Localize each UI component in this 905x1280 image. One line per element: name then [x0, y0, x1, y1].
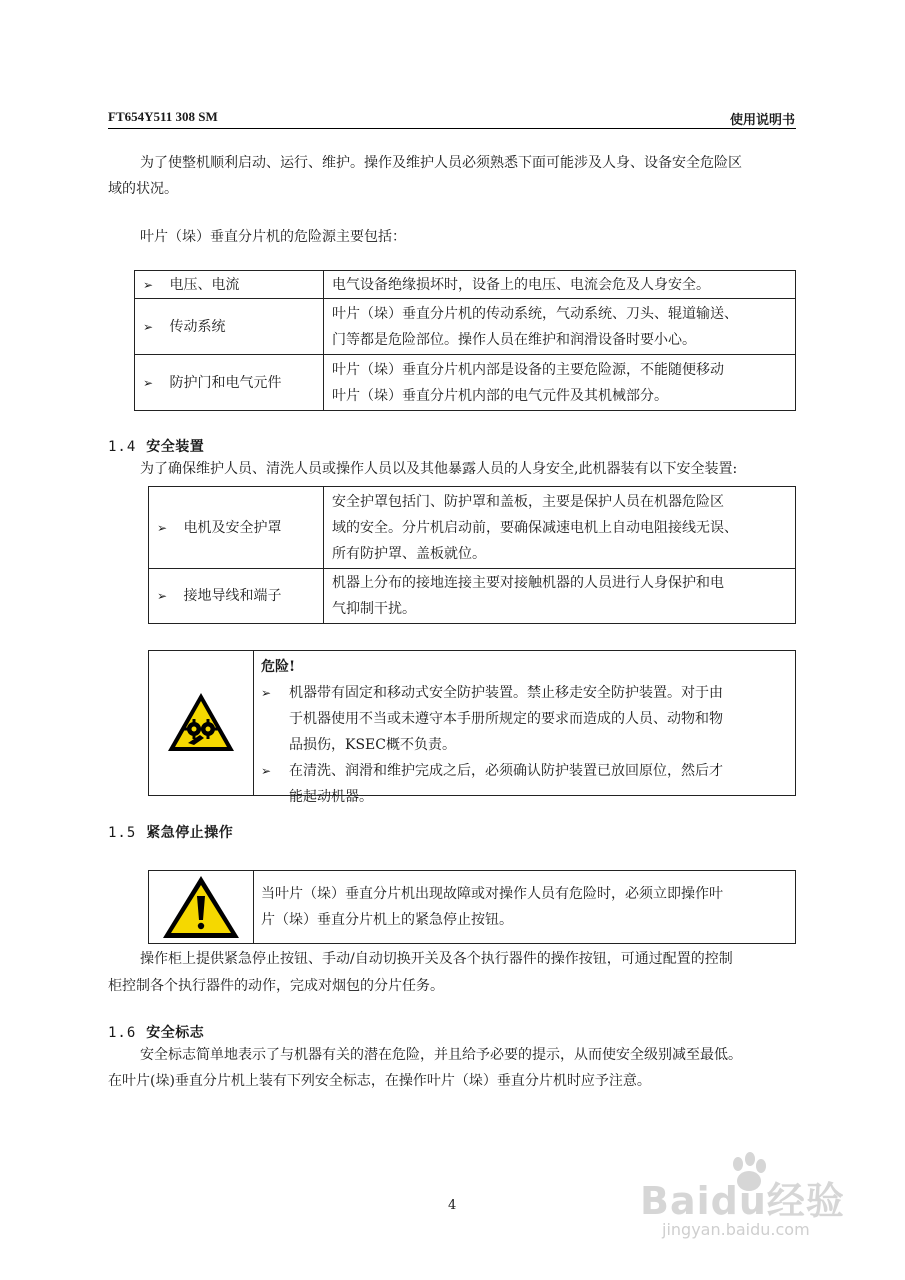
- danger-item: [261, 680, 789, 758]
- danger-title: 危险!: [261, 659, 296, 675]
- section-title: 安全标志: [146, 1025, 205, 1041]
- hazard-name: 电压、电流: [169, 276, 240, 293]
- hazard-desc-line: 电气设备绝缘损坏时，设备上的电压、电流会危及人身安全。: [332, 276, 710, 293]
- safety-devices-intro: 为了确保维护人员、清洗人员或操作人员以及其他暴露人员的人身安全,此机器装有以下安全装置:: [140, 461, 738, 477]
- device-name-cell: [149, 569, 324, 624]
- section-heading-1-4: [108, 436, 204, 456]
- warning-icon-cell: [149, 871, 254, 943]
- section-number: 1.5: [108, 825, 137, 841]
- warning-line: 当叶片（垛）垂直分片机出现故障或对操作人员有危险时，必须立即操作叶: [261, 886, 723, 902]
- watermark-brand: Baidu经验: [640, 1179, 845, 1223]
- page-number: 4: [448, 1198, 457, 1213]
- bullet-arrow-icon: ➢: [143, 375, 154, 390]
- hazard-name-cell: [135, 355, 324, 411]
- section-heading-1-5: [108, 822, 233, 842]
- hazard-desc-line: 叶片（垛）垂直分片机的传动系统，气动系统、刀头、辊道输送、: [332, 305, 738, 322]
- hazard-name-cell: [135, 299, 324, 355]
- header-divider: [108, 128, 796, 129]
- device-desc-cell: [324, 569, 796, 624]
- intro-paragraph-line1: 为了使整机顺利启动、运行、维护。操作及维护人员必须熟悉下面可能涉及人身、设备安全危险区: [140, 155, 742, 171]
- danger-item-line: 能起动机器。: [289, 789, 373, 805]
- baidu-watermark: [640, 1150, 870, 1250]
- bullet-arrow-icon: ➢: [261, 764, 272, 778]
- hazard-name-cell: [135, 271, 324, 299]
- gear-hazard-icon: [166, 691, 236, 753]
- safety-signs-line2: 在叶片(垛)垂直分片机上装有下列安全标志，在操作叶片（垛）垂直分片机时应予注意。: [108, 1073, 651, 1089]
- device-desc-line: 气抑制干扰。: [332, 601, 416, 617]
- device-desc-cell: [324, 487, 796, 569]
- hazard-desc-line: 叶片（垛）垂直分片机内部是设备的主要危险源，不能随便移动: [332, 361, 724, 378]
- hazard-name: 防护门和电气元件: [169, 374, 282, 391]
- safety-signs-line1: 安全标志简单地表示了与机器有关的潜在危险，并且给予必要的提示，从而使安全级别减至最低。: [140, 1047, 742, 1063]
- danger-item: [261, 758, 789, 810]
- device-name: 电机及安全护罩: [183, 519, 282, 536]
- device-desc-line: 域的安全。分片机启动前，要确保减速电机上自动电阻接线无误、: [332, 519, 738, 536]
- section-title: 紧急停止操作: [146, 825, 234, 841]
- table-row: [149, 569, 796, 624]
- table-row: [149, 487, 796, 569]
- section-number: 1.6: [108, 1025, 137, 1041]
- exclamation-warning-icon: [161, 874, 241, 940]
- hazard-desc-line: 叶片（垛）垂直分片机内部的电气元件及其机械部分。: [332, 387, 668, 404]
- hazard-desc-cell: [324, 271, 796, 299]
- document-type: 使用说明书: [730, 113, 796, 128]
- bullet-arrow-icon: ➢: [157, 520, 168, 535]
- danger-text: [253, 651, 795, 805]
- emergency-paragraph-line1: 操作柜上提供紧急停止按钮、手动/自动切换开关及各个执行器件的操作按钮，可通过配置的控制: [140, 951, 733, 967]
- section-heading-1-6: [108, 1022, 204, 1042]
- hazard-desc-cell: [324, 355, 796, 411]
- section-number: 1.4: [108, 439, 137, 455]
- device-desc-line: 所有防护罩、盖板就位。: [332, 545, 486, 562]
- safety-devices-table: [148, 486, 796, 624]
- device-desc-line: 机器上分布的接地连接主要对接触机器的人员进行人身保护和电: [332, 575, 724, 591]
- danger-item-line: 于机器使用不当或未遵守本手册所规定的要求而造成的人员、动物和物: [289, 711, 723, 727]
- hazard-desc-cell: [324, 299, 796, 355]
- bullet-arrow-icon: ➢: [143, 277, 154, 292]
- bullet-arrow-icon: ➢: [261, 686, 272, 700]
- danger-item-line: 机器带有固定和移动式安全防护装置。禁止移走安全防护装置。对于由: [289, 685, 723, 701]
- table-row: [135, 299, 796, 355]
- device-name-cell: [149, 487, 324, 569]
- hazard-table: [134, 270, 796, 411]
- danger-icon-cell: [149, 651, 254, 795]
- danger-box: [148, 650, 796, 805]
- emergency-warning-box: [148, 870, 796, 944]
- section-title: 安全装置: [146, 439, 205, 455]
- table-row: [135, 271, 796, 299]
- hazard-name: 传动系统: [169, 318, 226, 335]
- hazard-desc-line: 门等都是危险部位。操作人员在维护和润滑设备时要小心。: [332, 331, 696, 348]
- table-row: [135, 355, 796, 411]
- danger-item-line: 品损伤，KSEC概不负责。: [289, 737, 456, 753]
- device-desc-line: 安全护罩包括门、防护罩和盖板，主要是保护人员在机器危险区: [332, 493, 724, 510]
- danger-item-line: 在清洗、润滑和维护完成之后，必须确认防护装置已放回原位，然后才: [289, 763, 723, 779]
- emergency-paragraph-line2: 柜控制各个执行器件的动作，完成对烟包的分片任务。: [108, 978, 444, 994]
- warning-line: 片（垛）垂直分片机上的紧急停止按钮。: [261, 912, 513, 928]
- intro-paragraph-line2: 域的状况。: [108, 181, 178, 197]
- bullet-arrow-icon: ➢: [143, 319, 154, 334]
- device-name: 接地导线和端子: [183, 588, 282, 604]
- bullet-arrow-icon: ➢: [157, 589, 168, 603]
- watermark-url: jingyan.baidu.com: [662, 1220, 810, 1239]
- document-code: FT654Y511 308 SM: [108, 109, 218, 124]
- emergency-warning-text: [253, 871, 795, 943]
- hazard-intro: 叶片（垛）垂直分片机的危险源主要包括：: [140, 229, 406, 245]
